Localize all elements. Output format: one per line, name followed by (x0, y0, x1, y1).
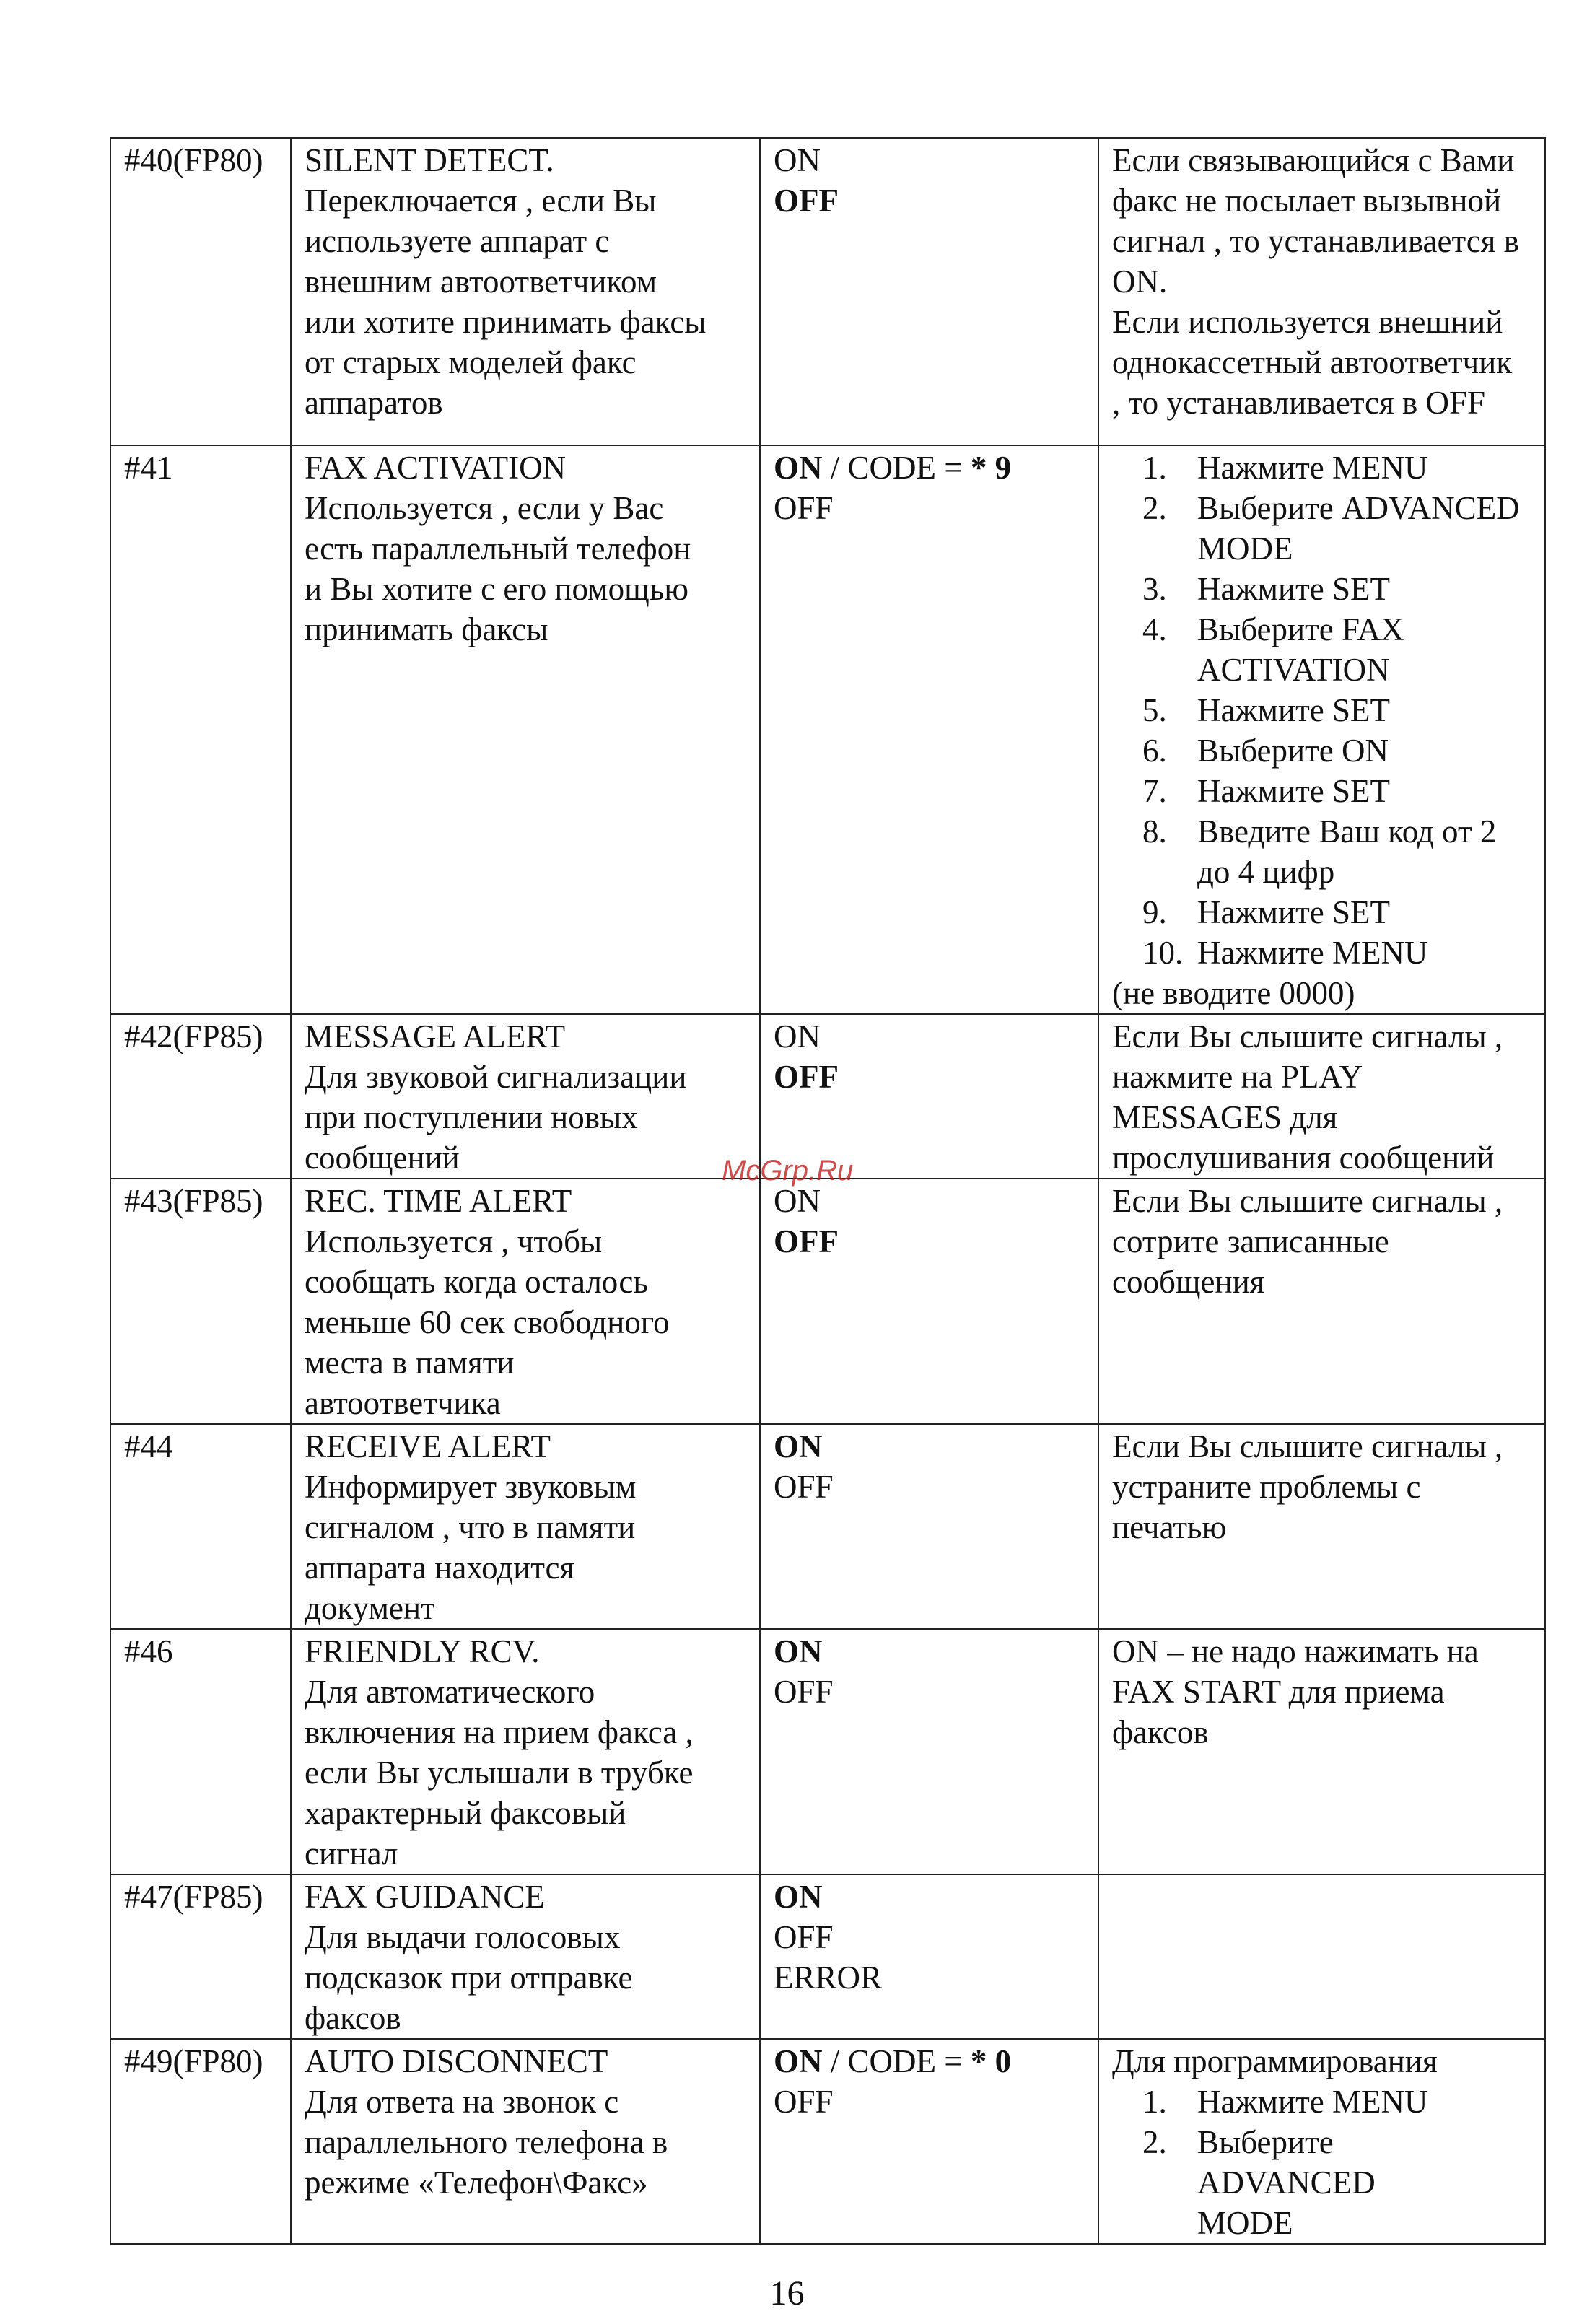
setting-code: #44 (124, 1428, 173, 1464)
step-number: 5. (1142, 692, 1167, 728)
setting-description-line: Используется , чтобы (305, 1223, 603, 1259)
step-item (1142, 690, 1531, 730)
setting-note-cell (1098, 2039, 1545, 2244)
setting-description-line: меньше 60 сек свободного (305, 1304, 670, 1340)
note-line: сообщения (1112, 1264, 1265, 1300)
setting-values-cell (760, 1629, 1098, 1874)
value-code: * 0 (970, 2043, 1012, 2079)
step-number: 6. (1142, 733, 1167, 769)
note-line: нажмите на PLAY (1112, 1059, 1363, 1095)
step-text: MODE (1197, 530, 1293, 567)
table-row (110, 138, 1545, 445)
setting-description-cell (291, 445, 760, 1014)
setting-code-cell (110, 1424, 291, 1629)
setting-note-cell (1098, 1014, 1545, 1179)
setting-note-cell (1098, 445, 1545, 1014)
step-item (1142, 2081, 1531, 2122)
setting-description-line: аппаратов (305, 385, 443, 421)
step-text: Выберите ON (1197, 733, 1389, 769)
table-row (110, 2039, 1545, 2244)
setting-code: #49(FP80) (124, 2043, 263, 2079)
setting-description-line: подсказок при отправке (305, 1960, 633, 1996)
setting-note-cell (1098, 1424, 1545, 1629)
note-line: Если связывающийся с Вами (1112, 142, 1515, 178)
setting-code: #47(FP85) (124, 1879, 263, 1915)
step-item (1142, 609, 1531, 690)
setting-value-option: OFF (774, 1469, 834, 1505)
setting-description-line: Для звуковой сигнализации (305, 1059, 687, 1095)
table-row (110, 1014, 1545, 1179)
setting-description-line: или хотите принимать факсы (305, 304, 707, 340)
setting-values-cell (760, 1424, 1098, 1629)
step-number: 10. (1142, 935, 1184, 971)
setting-code-cell (110, 2039, 291, 2244)
setting-description-line: есть параллельный телефон (305, 530, 691, 567)
table-row (110, 1874, 1545, 2039)
step-number: 2. (1142, 490, 1167, 526)
setting-title: RECEIVE ALERT (305, 1428, 551, 1464)
setting-title: MESSAGE ALERT (305, 1018, 566, 1054)
setting-description-line: сигналом , что в памяти (305, 1509, 636, 1545)
setting-code: #43(FP85) (124, 1183, 263, 1219)
step-text: ACTIVATION (1197, 652, 1390, 688)
step-number: 4. (1142, 611, 1167, 647)
value-default-part: ON (774, 450, 823, 486)
setting-description-line: Для ответа на звонок с (305, 2084, 619, 2120)
setting-description-cell (291, 1424, 760, 1629)
setting-note-cell (1098, 1179, 1545, 1424)
setting-description-line: Информирует звуковым (305, 1469, 637, 1505)
setting-description-line: режиме «Телефон\Факс» (305, 2164, 648, 2201)
page-number: 16 (769, 2274, 805, 2312)
setting-description-line: сообщать когда осталось (305, 1264, 648, 1300)
value-default-part: ON (774, 2043, 823, 2079)
setting-description-line: характерный факсовый (305, 1795, 626, 1831)
setting-note-cell (1098, 138, 1545, 445)
setting-value-option: ON (774, 1633, 823, 1669)
setting-description-line: автоответчика (305, 1385, 501, 1421)
note-line: печатью (1112, 1509, 1227, 1545)
setting-value-option: OFF (774, 1674, 834, 1710)
note-line: FAX START для приема (1112, 1674, 1445, 1710)
step-text: Нажмите SET (1197, 571, 1391, 607)
setting-value-option: ON (774, 1183, 821, 1219)
step-item (1142, 447, 1531, 488)
setting-title: REC. TIME ALERT (305, 1183, 572, 1219)
table-row (110, 445, 1545, 1014)
step-number: 2. (1142, 2124, 1167, 2160)
setting-description-cell (291, 138, 760, 445)
value-code-label: / CODE = (822, 2043, 971, 2079)
step-number: 3. (1142, 571, 1167, 607)
step-text: Нажмите SET (1197, 894, 1391, 930)
setting-code-cell (110, 1179, 291, 1424)
note-line: Если используется внешний (1112, 304, 1503, 340)
steps-list (1112, 447, 1531, 973)
setting-description-line: места в памяти (305, 1345, 515, 1381)
note-line: MESSAGES для (1112, 1099, 1338, 1135)
setting-code: #46 (124, 1633, 173, 1669)
note-line: ON – не надо нажимать на (1112, 1633, 1479, 1669)
note-line: сотрите записанные (1112, 1223, 1389, 1259)
settings-table (110, 137, 1546, 2245)
setting-code: #41 (124, 450, 173, 486)
setting-value-option: ON (774, 142, 821, 178)
setting-value-option: OFF (774, 490, 834, 526)
setting-value-option (774, 447, 1085, 488)
step-item (1142, 892, 1531, 932)
setting-description-line: Для выдачи голосовых (305, 1919, 621, 1955)
step-text: Нажмите MENU (1197, 2084, 1428, 2120)
setting-value-option (774, 2041, 1085, 2081)
step-text: ADVANCED (1197, 2164, 1376, 2201)
setting-code-cell (110, 1629, 291, 1874)
watermark: McGrp.Ru (722, 1155, 854, 1187)
setting-code-cell (110, 1014, 291, 1179)
note-line: однокассетный автоответчик (1112, 344, 1513, 380)
setting-description-line: от старых моделей факс (305, 344, 637, 380)
note-line: ON. (1112, 263, 1168, 300)
note-line: прослушивания сообщений (1112, 1140, 1495, 1176)
step-text: Нажмите MENU (1197, 450, 1428, 486)
setting-title: AUTO DISCONNECT (305, 2043, 608, 2079)
note-intro: Для программирования (1112, 2043, 1438, 2079)
setting-values-cell (760, 2039, 1098, 2244)
step-item (1142, 811, 1531, 892)
setting-value-option: ON (774, 1018, 821, 1054)
setting-description-line: сигнал (305, 1835, 398, 1871)
setting-description-line: используете аппарат с (305, 223, 610, 259)
setting-value-option: OFF (774, 1059, 839, 1095)
setting-description-line: факсов (305, 2000, 401, 2036)
note-line: , то устанавливается в OFF (1112, 385, 1486, 421)
note-line: факсов (1112, 1714, 1209, 1750)
setting-description-cell (291, 1629, 760, 1874)
step-text: Выберите FAX (1197, 611, 1404, 647)
setting-description-cell (291, 1179, 760, 1424)
setting-value-option: OFF (774, 1919, 834, 1955)
setting-title: SILENT DETECT. (305, 142, 554, 178)
note-line: Если Вы слышите сигналы , (1112, 1428, 1503, 1464)
setting-code: #40(FP80) (124, 142, 263, 178)
setting-description-cell (291, 1874, 760, 2039)
setting-code-cell (110, 445, 291, 1014)
setting-description-line: сообщений (305, 1140, 460, 1176)
step-text: Введите Ваш код от 2 (1197, 813, 1497, 849)
step-item (1142, 2122, 1531, 2243)
setting-description-cell (291, 2039, 760, 2244)
setting-values-cell (760, 1014, 1098, 1179)
value-code-label: / CODE = (822, 450, 971, 486)
setting-description-line: принимать факсы (305, 611, 548, 647)
table-row (110, 1629, 1545, 1874)
setting-title: FAX ACTIVATION (305, 450, 567, 486)
steps-list (1112, 2081, 1531, 2243)
step-number: 9. (1142, 894, 1167, 930)
setting-values-cell (760, 445, 1098, 1014)
setting-description-line: Используется , если у Вас (305, 490, 664, 526)
table-row (110, 1424, 1545, 1629)
setting-note-cell (1098, 1629, 1545, 1874)
setting-description-line: включения на прием факса , (305, 1714, 694, 1750)
setting-description-line: Для автоматического (305, 1674, 595, 1710)
setting-description-line: Переключается , если Вы (305, 183, 657, 219)
setting-description-line: при поступлении новых (305, 1099, 638, 1135)
setting-value-option: ERROR (774, 1960, 883, 1996)
table-row (110, 1179, 1545, 1424)
setting-title: FAX GUIDANCE (305, 1879, 545, 1915)
setting-code: #42(FP85) (124, 1018, 263, 1054)
setting-value-option: ON (774, 1428, 823, 1464)
step-text: MODE (1197, 2205, 1293, 2241)
step-item (1142, 730, 1531, 771)
setting-note-cell (1098, 1874, 1545, 2039)
setting-description-line: внешним автоответчиком (305, 263, 657, 300)
setting-value-option: OFF (774, 1223, 839, 1259)
step-text: до 4 цифр (1197, 854, 1335, 890)
setting-description-cell (291, 1014, 760, 1179)
setting-description-line: документ (305, 1590, 435, 1626)
step-item (1142, 771, 1531, 811)
setting-code-cell (110, 138, 291, 445)
settings-table-body (110, 138, 1545, 2244)
step-item (1142, 488, 1531, 569)
note-line: сигнал , то устанавливается в (1112, 223, 1519, 259)
step-item (1142, 569, 1531, 609)
setting-value-option: ON (774, 1879, 823, 1915)
step-text: Нажмите MENU (1197, 935, 1428, 971)
setting-title: FRIENDLY RCV. (305, 1633, 540, 1669)
step-text: Нажмите SET (1197, 692, 1391, 728)
setting-values-cell (760, 1874, 1098, 2039)
value-code: * 9 (970, 450, 1012, 486)
note-line: факс не посылает вызывной (1112, 183, 1502, 219)
step-text: Нажмите SET (1197, 773, 1391, 809)
setting-description-line: если Вы услышали в трубке (305, 1755, 694, 1791)
note-line: Если Вы слышите сигналы , (1112, 1183, 1503, 1219)
step-text: Выберите (1197, 2124, 1334, 2160)
step-item (1142, 932, 1531, 973)
step-number: 8. (1142, 813, 1167, 849)
setting-description-line: параллельного телефона в (305, 2124, 668, 2160)
setting-description-line: и Вы хотите с его помощью (305, 571, 688, 607)
step-number: 1. (1142, 450, 1167, 486)
setting-description-line: аппарата находится (305, 1550, 575, 1586)
note-line: Если Вы слышите сигналы , (1112, 1018, 1503, 1054)
setting-value-option: OFF (774, 2084, 834, 2120)
step-number: 7. (1142, 773, 1167, 809)
step-number: 1. (1142, 2084, 1167, 2120)
setting-values-cell (760, 1179, 1098, 1424)
setting-values-cell (760, 138, 1098, 445)
step-text: Выберите ADVANCED (1197, 490, 1520, 526)
note-line: устраните проблемы с (1112, 1469, 1421, 1505)
setting-code-cell (110, 1874, 291, 2039)
setting-value-option: OFF (774, 183, 839, 219)
note-after: (не вводите 0000) (1112, 975, 1355, 1011)
